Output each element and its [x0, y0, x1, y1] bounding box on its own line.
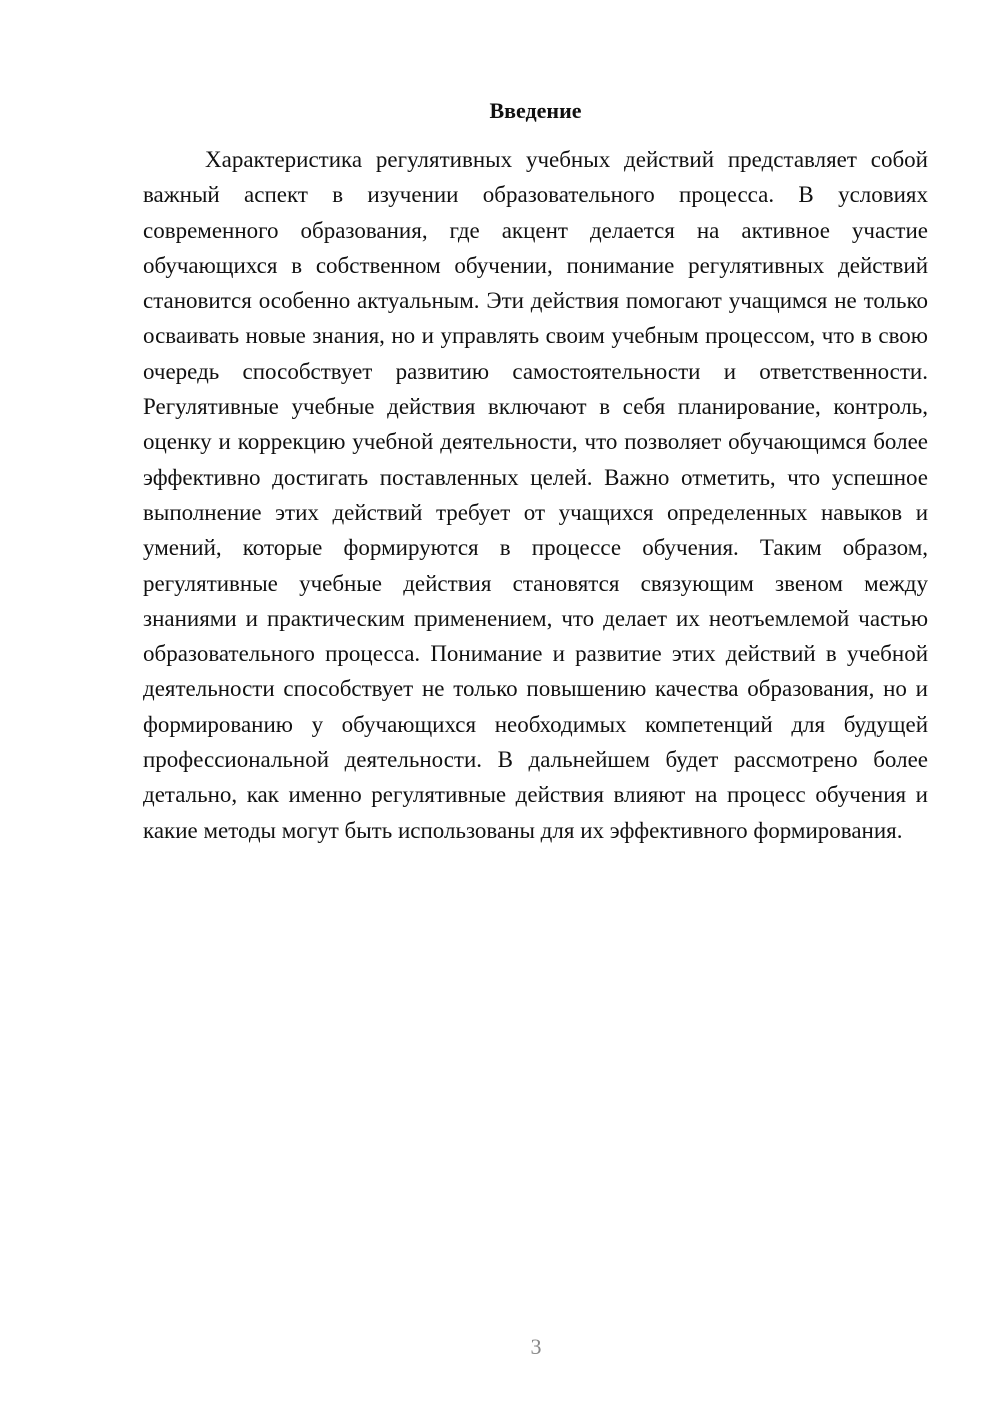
page-number: 3	[530, 1334, 542, 1359]
body-paragraph: Характеристика регулятивных учебных действий представляет собой важный аспект в изучении образовательного процесса. В условиях современного образования, где акцент делается на активное участие обучающихся в собственном обучении, понимание регулятивных действий становится особенно актуальным. Эти действия помогают учащимся не только осваивать новые знания, но и управлять своим учебным процессом, что в свою очередь способствует развитию самостоятельности и ответственности. Регулятивные учебные действия включают в себя планирование, контроль, оценку и коррекцию учебной деятельности, что позволяет обучающимся более эффективно достигать поставленных целей. Важно отметить, что успешное выполнение этих действий требует от учащихся определенных навыков и умений, которые формируются в процессе обучения. Таким образом, регулятивные учебные действия становятся связующим звеном между знаниями и практическим применением, что делает их неотъемлемой частью образовательного процесса. Понимание и развитие этих действий в учебной деятельности способствует не только повышению качества образования, но и формированию у обучающихся необходимых компетенций для будущей профессиональной деятельности. В дальнейшем будет рассмотрено более детально, как именно регулятивные действия влияют на процесс обучения и какие методы могут быть использованы для их эффективного формирования.	[143, 147, 928, 843]
section-heading: Введение	[489, 98, 582, 123]
